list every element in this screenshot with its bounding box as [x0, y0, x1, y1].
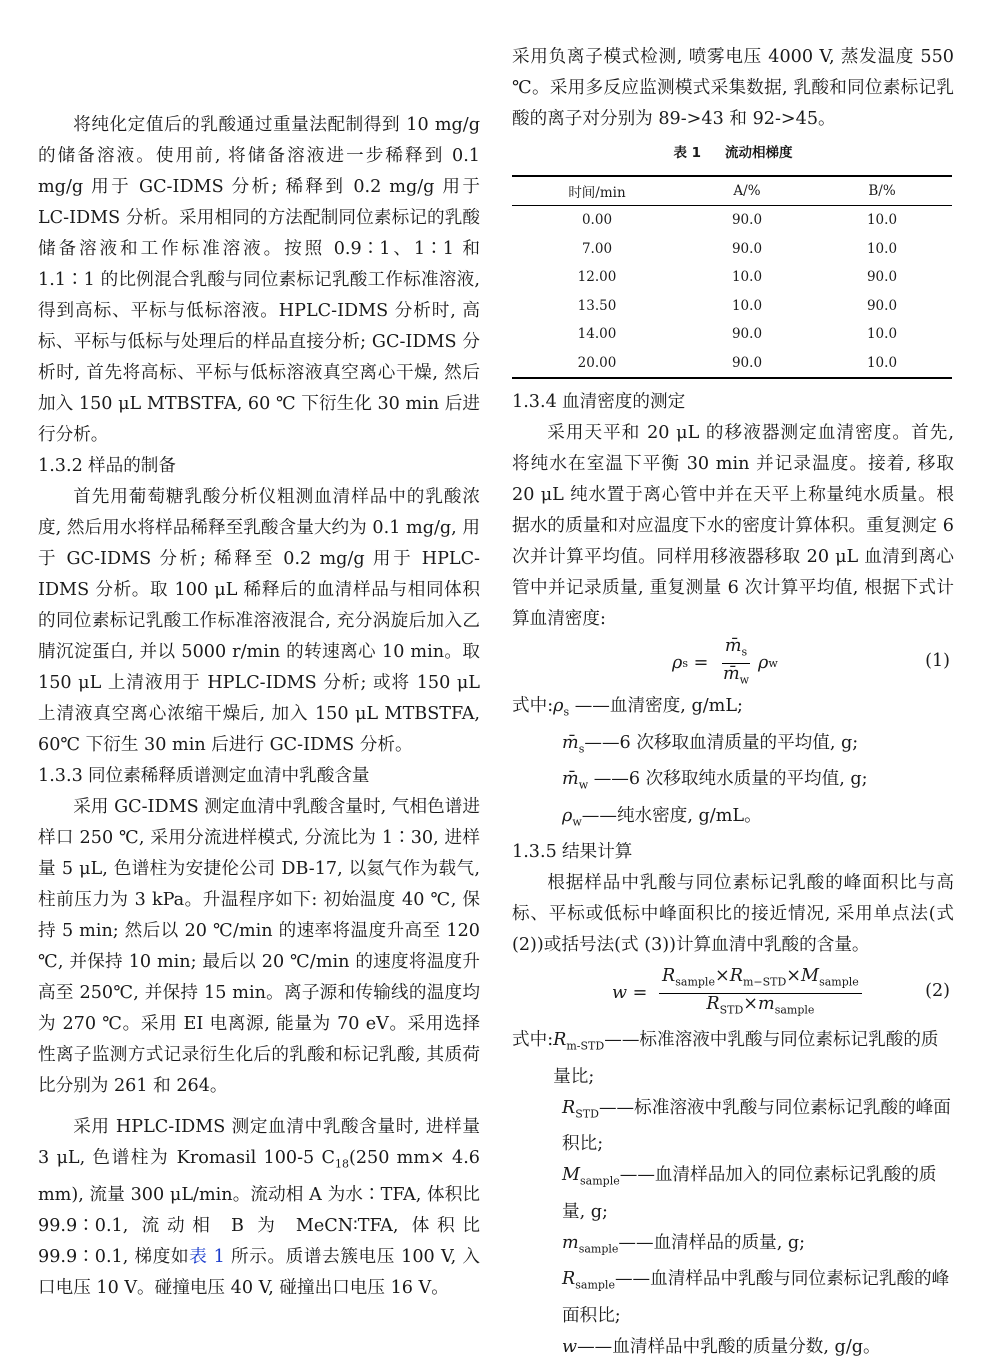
dash: ——: [618, 1232, 654, 1253]
paragraph-standard-solutions: 将纯化定值后的乳酸通过重量法配制得到 10 mg/g 的储备溶液。使用前, 将储备溶液进一步稀释到 0.1 mg/g 用于 GC-IDMS 分析; 稀释到 0.2 mg/g 用于 LC-IDMS 分析。采用相同的方法配制同位素标记的乳酸储备溶液和工作标准溶液。按照 0.9∶1、1∶1 和 1.1∶1 的比例混合乳酸与同位素标记乳酸工作标准溶液, 得到高标、平标与低标溶液。HPLC-IDMS 分析时, 高标、平标与低标与处理后的样品直接分析; GC-IDMS 分析时, 首先将高标、平标与低标溶液真空离心干燥, 然后加入 150 μL MTBSTFA, 60 ℃ 下衍生化 30 min 后进行分析。: [38, 115, 480, 445]
symbol: m̄: [562, 732, 579, 753]
definition-text: 血清样品加入的同位素标记乳酸的质量, g;: [562, 1165, 937, 1222]
section-number: 1.3.4: [512, 392, 557, 412]
definition-item: [512, 764, 954, 801]
paragraph-ms-detection: 采用负离子模式检测, 喷雾电压 4000 V, 蒸发温度 550 ℃。采用多反应监测模式采集数据, 乳酸和同位素标记乳酸的离子对分别为 89->43 和 92->45。: [512, 47, 954, 129]
header-b: B/%: [812, 176, 952, 206]
table-cell: 90.0: [866, 297, 898, 314]
text-span: 采用 HPLC-IDMS 测定血清中乳酸含量时, 进样量 3 μL, 色谱柱为 Kromasil 100-5 C: [38, 1117, 480, 1168]
definition-item: [512, 1264, 954, 1332]
table-row: [512, 320, 952, 349]
section-title: 同位素稀释质谱测定血清中乳酸含量: [88, 766, 370, 786]
section-heading-1-3-5: [512, 837, 954, 868]
section-heading-1-3-2: [38, 451, 480, 482]
symbol: M: [562, 1165, 581, 1186]
symbol: R: [553, 1030, 567, 1051]
symbol-subscript: w: [578, 778, 589, 792]
table-1-link[interactable]: 表 1: [189, 1246, 225, 1267]
table-cell: 13.50: [577, 297, 617, 314]
left-column: [38, 110, 480, 1304]
section-number: 1.3.3: [38, 766, 83, 786]
section-title: 血清密度的测定: [562, 392, 686, 412]
table-cell: 10.0: [866, 326, 898, 343]
symbol: m: [562, 1232, 579, 1253]
symbol: R: [562, 1097, 576, 1118]
header-a: A/%: [682, 176, 812, 206]
equation-2-number: (2): [925, 981, 950, 1002]
dash: ——: [619, 1165, 655, 1186]
table-cell: 0.00: [581, 212, 613, 229]
definition-item: [512, 1228, 954, 1265]
table-header-row: [512, 176, 952, 206]
definition-text: 标准溶液中乳酸与同位素标记乳酸的峰面积比;: [562, 1097, 951, 1155]
dash: ——: [569, 696, 610, 716]
symbol: R: [562, 1269, 576, 1290]
dash: ——: [604, 1030, 640, 1051]
table-row: [512, 206, 952, 235]
symbol-subscript: w: [572, 815, 582, 829]
table-cell: 10.0: [866, 212, 898, 229]
where-label: 式中:: [512, 1030, 554, 1051]
table-caption-title: 流动相梯度: [725, 145, 793, 161]
table-cell: 90.0: [731, 212, 763, 229]
table-row: [512, 263, 952, 292]
where-label: 式中:: [512, 696, 554, 716]
text-span: (250 mm× 4.6 mm), 流量 300 μL/min。流动相 A 为水∶TFA, 体积比 99.9∶0.1, 流动相 B 为 MeCN∶TFA, 体积比 99.9∶0.1, 梯度如: [38, 1148, 481, 1267]
table-cell: 10.0: [866, 240, 898, 257]
definition-item: [512, 728, 954, 765]
paragraph-serum-density: 采用天平和 20 μL 的移液器测定血清密度。首先, 将纯水在室温下平衡 30 min 并记录温度。接着, 移取 20 μL 纯水置于离心管中并在天平上称量纯水质量。根据水的质量和对应温度下水的密度计算体积。重复测定 6 次并计算平均值。同样用移液器移取 20 μL 血清到离心管中并记录质量, 重复测量 6 次计算平均值, 根据下式计算血清密度:: [512, 423, 954, 629]
table-row: [512, 349, 952, 379]
symbol: ρ: [562, 805, 573, 826]
equation-1-body: ρ s = $\frac{m̄_s}{m̄_w}$ ρ w: [672, 635, 778, 687]
table-cell: 14.00: [577, 326, 617, 343]
paragraph-sample-prep: 首先用葡萄糖乳酸分析仪粗测血清样品中的乳酸浓度, 然后用水将样品稀释至乳酸含量大约为 0.1 mg/g, 用于 GC-IDMS 分析; 稀释至 0.2 mg/g 用于 HPLC-IDMS 分析。取 100 μL 稀释后的血清样品与相同体积的同位素标记乳酸工作标准溶液混合, 充分涡旋后加入乙腈沉淀蛋白, 并以 5000 r/min 的转速离心 10 min。取 150 μL 上清液用于 HPLC-IDMS 分析; 或将 150 μL 上清液真空离心浓缩干燥后, 加入 150 μL MTBSTFA, 60℃ 下衍生 30 min 后进行 GC-IDMS 分析。: [38, 487, 480, 755]
definition-text: 血清样品的质量, g;: [653, 1232, 806, 1253]
definition-item: [512, 691, 954, 728]
table-caption-number: 表 1: [673, 145, 702, 161]
table-caption: [512, 141, 954, 165]
table-cell: 10.0: [812, 349, 952, 379]
symbol-subscript: sample: [580, 1174, 620, 1188]
dash: ——: [614, 1269, 651, 1290]
table-cell: 10.0: [731, 269, 763, 286]
table-cell: 10.0: [731, 297, 763, 314]
dash: ——: [581, 805, 617, 826]
dash: ——: [584, 732, 620, 753]
table-cell: 20.00: [512, 349, 682, 379]
dash: ——: [577, 1336, 613, 1357]
table-cell: 90.0: [866, 269, 898, 286]
definition-text: 血清样品中乳酸与同位素标记乳酸的峰面积比;: [562, 1269, 950, 1326]
definition-text: 6 次移取纯水质量的平均值, g;: [628, 769, 868, 790]
section-heading-1-3-3: [38, 761, 480, 792]
symbol-subscript: s: [578, 742, 585, 756]
symbol: ρ: [553, 696, 564, 716]
definition-item: [512, 1332, 954, 1363]
equation-1-number: (1): [925, 651, 950, 671]
table-row: [512, 292, 952, 321]
symbol-subscript: m-STD: [566, 1039, 605, 1053]
header-time: 时间/min: [512, 176, 682, 206]
definition-item: [512, 801, 954, 838]
symbol-subscript: sample: [578, 1242, 619, 1256]
equation-2: [512, 961, 954, 1025]
definition-text: 血清密度, g/mL;: [609, 696, 743, 716]
definition-text: 6 次移取血清质量的平均值, g;: [619, 732, 859, 753]
definition-text: 纯水密度, g/mL。: [616, 805, 762, 826]
table-cell: 7.00: [581, 240, 613, 257]
paragraph-hplc-idms: [38, 1112, 480, 1304]
table-cell: 90.0: [731, 326, 763, 343]
equation-1: [512, 635, 954, 691]
definition-item: [512, 1025, 954, 1093]
section-title: 结果计算: [562, 842, 633, 863]
symbol: m̄: [562, 769, 579, 790]
table-cell: 90.0: [731, 240, 763, 257]
table-cell: 12.00: [577, 269, 617, 286]
section-title: 样品的制备: [88, 456, 176, 476]
definitions-1: [512, 691, 954, 837]
text-span: 所示。质谱去簇电压 100 V, 入口电压 10 V。碰撞电压 40 V, 碰撞出口电压 16 V。: [38, 1246, 480, 1298]
symbol-subscript: STD: [575, 1107, 599, 1121]
paragraph-result-calc: 根据样品中乳酸与同位素标记乳酸的峰面积比与高标、平标或低标中峰面积比的接近情况, 采用单点法(式 (2))或括号法(式 (3))计算血清中乳酸的含量。: [512, 873, 954, 956]
gradient-table: [512, 175, 952, 379]
paragraph-gc-idms: 采用 GC-IDMS 测定血清中乳酸含量时, 气相色谱进样口 250 ℃, 采用分流进样模式, 分流比为 1∶30, 进样量 5 μL, 色谱柱为安捷伦公司 DB-17, 以氦气作为载气, 柱前压力为 3 kPa。升温程序如下: 初始温度 40 ℃, 保持 5 min; 然后以 20 ℃/min 的速率将温度升高至 120 ℃, 并保持 10 min; 最后以 20 ℃/min 的速度将温度升高至 250℃, 并保持 15 min。离子源和传输线的温度均为 270 ℃。采用 EI 电离源, 能量为 70 eV。采用选择性离子监测方式记录衍生化后的乳酸和标记乳酸, 其质荷比分别为 261 和 264。: [38, 797, 480, 1096]
equation-2-body: w = $\frac{R_{sample}\times R_{m-STD}\times M_{sample}}{R_{STD}\times m_{sample}}$: [612, 961, 868, 1025]
section-heading-1-3-4: [512, 387, 954, 418]
definition-text: 血清样品中乳酸的质量分数, g/g。: [612, 1336, 881, 1357]
section-number: 1.3.2: [38, 456, 83, 476]
dash: ——: [598, 1097, 635, 1118]
definition-item: [512, 1093, 954, 1161]
table-row: [512, 235, 952, 264]
symbol: w: [562, 1336, 578, 1357]
symbol-subscript: s: [563, 705, 570, 719]
right-column: [512, 42, 954, 1363]
subscript: 18: [334, 1157, 349, 1171]
section-number: 1.3.5: [512, 842, 557, 863]
definitions-2: [512, 1025, 954, 1363]
symbol-subscript: sample: [575, 1278, 615, 1292]
definition-text: 标准溶液中乳酸与同位素标记乳酸的质量比;: [553, 1030, 939, 1087]
dash: ——: [588, 769, 629, 790]
table-cell: 90.0: [682, 349, 812, 379]
definition-item: [512, 1160, 954, 1228]
